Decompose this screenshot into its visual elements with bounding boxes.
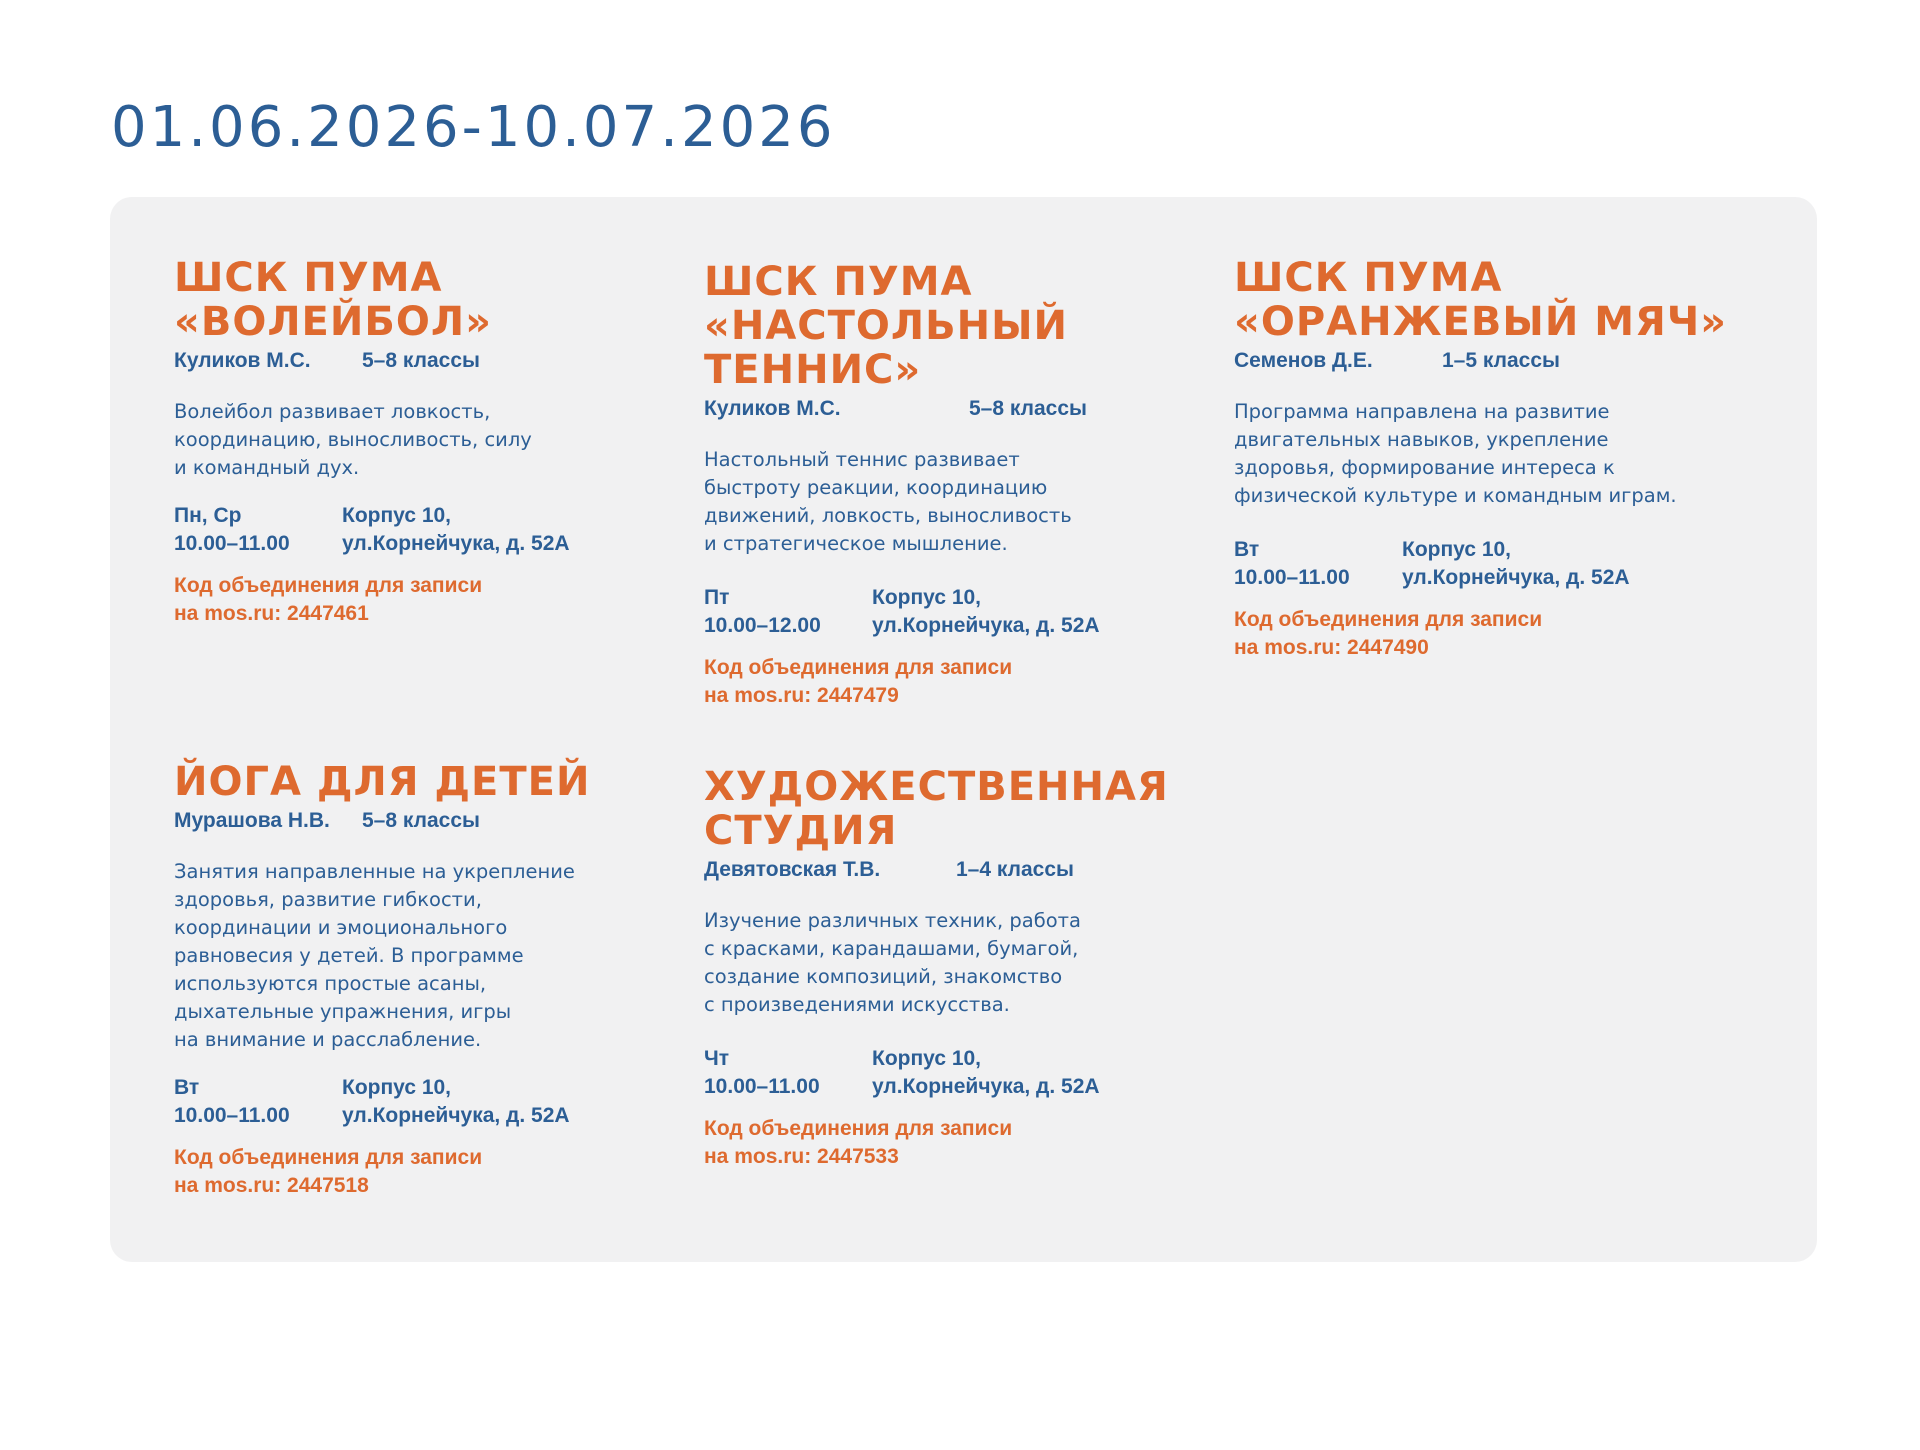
schedule-block <box>704 584 1164 640</box>
schedule-time: Вт 10.00–11.00 <box>174 1076 290 1127</box>
schedule-time: Вт 10.00–11.00 <box>1234 538 1350 589</box>
program-card-orange-ball <box>1234 256 1774 662</box>
program-card-kids-yoga <box>174 760 644 1200</box>
program-meta <box>704 396 1164 422</box>
program-description: Занятия направленные на укрепление здоровья, развитие гибкости, координации и эмоционального равновесия у детей. В программе используются простые асаны, дыхательные упражнения, игры на внимание и расслабление. <box>174 860 575 1051</box>
registration-code: Код объединения для записи на mos.ru: 2447518 <box>174 1146 483 1197</box>
program-description: Настольный теннис развивает быстроту реакции, координацию движений, ловкость, выносливость и стратегическое мышление. <box>704 448 1072 555</box>
grade-range: 5–8 классы <box>969 397 1087 420</box>
program-title: ЙОГА ДЛЯ ДЕТЕЙ <box>174 759 591 805</box>
program-card-volleyball <box>174 256 634 628</box>
registration-code: Код объединения для записи на mos.ru: 2447479 <box>704 656 1013 707</box>
program-description: Волейбол развивает ловкость, координацию, выносливость, силу и командный дух. <box>174 400 532 479</box>
program-meta <box>1234 348 1774 374</box>
schedule-block <box>174 502 634 558</box>
program-meta <box>704 857 1174 883</box>
schedule-block <box>174 1074 644 1130</box>
schedule-time: Пт 10.00–12.00 <box>704 586 821 637</box>
program-title: ХУДОЖЕСТВЕННАЯ СТУДИЯ <box>704 764 1169 854</box>
program-description: Изучение различных техник, работа с красками, карандашами, бумагой, создание композиций, знакомство с произведениями искусства. <box>704 909 1081 1016</box>
programs-panel <box>110 197 1817 1262</box>
schedule-location: Корпус 10, ул.Корнейчука, д. 52А <box>872 1047 1100 1098</box>
program-meta <box>174 808 644 834</box>
schedule-block <box>1234 536 1774 592</box>
schedule-location: Корпус 10, ул.Корнейчука, д. 52А <box>872 586 1100 637</box>
teacher-name: Девятовская Т.В. <box>704 858 881 881</box>
schedule-location: Корпус 10, ул.Корнейчука, д. 52А <box>342 504 570 555</box>
registration-code: Код объединения для записи на mos.ru: 2447461 <box>174 574 483 625</box>
teacher-name: Куликов М.С. <box>174 349 311 372</box>
program-title: ШСК ПУМА «ОРАНЖЕВЫЙ МЯЧ» <box>1234 255 1727 345</box>
grade-range: 5–8 классы <box>362 809 480 832</box>
registration-code: Код объединения для записи на mos.ru: 2447533 <box>704 1117 1013 1168</box>
schedule-location: Корпус 10, ул.Корнейчука, д. 52А <box>1402 538 1630 589</box>
grade-range: 1–5 классы <box>1442 349 1560 372</box>
teacher-name: Мурашова Н.В. <box>174 809 330 832</box>
program-card-art-studio <box>704 765 1174 1171</box>
schedule-location: Корпус 10, ул.Корнейчука, д. 52А <box>342 1076 570 1127</box>
program-card-table-tennis <box>704 260 1164 710</box>
registration-code: Код объединения для записи на mos.ru: 2447490 <box>1234 608 1543 659</box>
date-range-heading: 01.06.2026-10.07.2026 <box>111 95 836 160</box>
teacher-name: Семенов Д.Е. <box>1234 349 1373 372</box>
teacher-name: Куликов М.С. <box>704 397 841 420</box>
grade-range: 5–8 классы <box>362 349 480 372</box>
program-title: ШСК ПУМА «ВОЛЕЙБОЛ» <box>174 255 492 345</box>
program-description: Программа направлена на развитие двигательных навыков, укрепление здоровья, формирование интереса к физической культуре и командным играм. <box>1234 400 1677 507</box>
schedule-time: Чт 10.00–11.00 <box>704 1047 820 1098</box>
schedule-block <box>704 1045 1174 1101</box>
grade-range: 1–4 классы <box>956 858 1074 881</box>
schedule-time: Пн, Ср 10.00–11.00 <box>174 504 290 555</box>
program-meta <box>174 348 634 374</box>
program-title: ШСК ПУМА «НАСТОЛЬНЫЙ ТЕННИС» <box>704 259 1069 393</box>
